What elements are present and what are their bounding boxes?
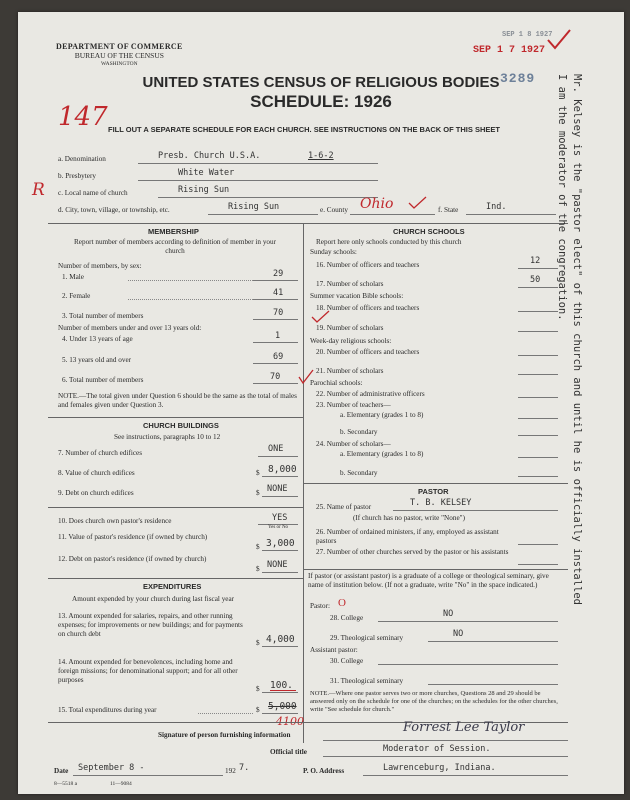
pastor-title: PASTOR [418,487,449,496]
official-title-value: Moderator of Session. [383,744,491,754]
q22-label: 22. Number of administrative officers [316,390,425,398]
q10-label: 10. Does church own pastor's residence [58,517,172,525]
q23b-label: b. Secondary [340,428,378,436]
membership-title: MEMBERSHIP [148,227,199,236]
form-number: 8—5518 a [54,781,78,787]
q13-value: 4,000 [266,634,295,645]
q15-dollar: $ [256,706,260,714]
q11-value: 3,000 [266,538,295,549]
po-address-label: P. O. Address [303,767,345,775]
assistant-pastor-label: Assistant pastor: [310,646,358,654]
signature-label: Signature of person furnishing information [158,731,291,739]
q30-label: 30. College [330,657,364,665]
q17-value: 50 [530,275,541,285]
po-address-value: Lawrenceburg, Indiana. [383,763,496,773]
q14-dollar: $ [256,685,260,693]
q2-label: 2. Female [62,292,91,300]
q8-value: 8,000 [268,464,297,475]
q24a-label: a. Elementary (grades 1 to 8) [340,450,424,458]
members-by-sex-label: Number of members, by sex: [58,262,142,270]
weekday-schools-label: Week-day religious schools: [310,337,392,345]
q9-dollar: $ [256,489,260,497]
presbytery-value: White Water [178,168,235,178]
graduate-note: If pastor (or assistant pastor) is a graduate of a college or theological seminary, give name of institution below. (If not a graduate, write "No" in the space indicated.) [308,572,549,589]
q15-correction: 4100 [276,715,304,728]
faint-date-stamp: SEP 1 8 1927 [502,31,553,39]
q14-label: 14. Amount expended for benevolences, including home and foreign missions; for denominational support; and for all other purposes [58,658,238,684]
buildings-title: CHURCH BUILDINGS [143,421,219,430]
q12-label: 12. Debt on pastor's residence (if owned by church) [58,555,207,563]
date-label: Date [54,767,69,775]
q1-label: 1. Male [62,273,84,281]
department-block [56,42,183,69]
q8-label: 8. Value of church edifices [58,469,135,477]
q5-label: 5. 13 years old and over [62,356,132,364]
q6-label: 6. Total number of members [62,376,144,384]
print-number: 11—9084 [110,781,132,787]
q20-label: 20. Number of officers and teachers [316,348,420,356]
city-label: d. City, town, village, or township, etc. [58,206,170,214]
q27-label: 27. Number of other churches served by the pastor or his assistants [316,548,509,556]
sunday-schools-label: Sunday schools: [310,248,357,256]
q17-label: 17. Number of scholars [316,280,384,288]
q9-value: NONE [267,484,288,494]
q14-value: 100. [270,680,293,691]
q15-value: 5,000 [268,701,297,712]
year-suffix: 7. [239,763,250,773]
pastor-sub-label: Pastor: [310,602,330,610]
q12-dollar: $ [256,565,260,573]
q16-value: 12 [530,256,541,266]
q11-label: 11. Value of pastor's residence (if owned by church) [58,533,208,541]
buildings-sub: See instructions, paragraphs 10 to 12 [114,433,221,441]
form-title: UNITED STATES CENSUS OF RELIGIOUS BODIES [142,74,500,91]
presbytery-label: b. Presbytery [58,172,96,180]
q13-dollar: $ [256,639,260,647]
q12-value: NONE [267,560,288,570]
schools-intro: Report here only schools conducted by this church [316,238,462,246]
q3-label: 3. Total number of members [62,312,144,320]
bureau-name: BUREAU OF THE CENSUS [74,51,164,60]
q24b-label: b. Secondary [340,469,378,477]
q4-value: 1 [275,331,281,341]
denomination-value: Presb. Church U.S.A. [158,151,261,161]
q16-label: 16. Number of officers and teachers [316,261,420,269]
department-name: DEPARTMENT OF COMMERCE [56,42,183,51]
state-value: Ind. [486,202,507,212]
q5-value: 69 [273,352,284,362]
expenditures-title: EXPENDITURES [143,582,202,591]
state-label: f. State [438,206,459,214]
year-prefix: 192 [225,767,236,775]
city-name: WASHINGTON [101,61,138,67]
q18-label: 18. Number of officers and teachers [316,304,420,312]
date-value: September 8 - [78,763,145,773]
q26-label: 26. Number of ordained ministers, if any, employed as assistant pastors [316,528,499,545]
q6-value: 70 [270,372,281,382]
pastor-mark: O [338,597,346,609]
local-name-value: Rising Sun [178,185,230,195]
side-note [554,74,584,674]
q21-label: 21. Number of scholars [316,367,384,375]
q28-label: 28. College [330,614,364,622]
q25-value: T. B. KELSEY [410,498,472,508]
parochial-schools-label: Parochial schools: [310,379,363,387]
q7-label: 7. Number of church edifices [58,449,143,457]
summer-schools-label: Summer vacation Bible schools: [310,292,404,300]
schools-title: CHURCH SCHOOLS [393,227,465,236]
side-note-line-1: Mr. Kelsey is the "pastor elect" of this church and until he is officially installed [571,74,583,606]
q10-value: YES [272,513,288,523]
q28-value: NO [443,609,454,619]
side-note-line-2: I am the moderator of the congregation. [556,74,568,321]
q29-label: 29. Theological seminary [330,634,404,642]
q23a-label: a. Elementary (grades 1 to 8) [340,411,424,419]
denomination-code: 1-6-2 [308,151,334,161]
county-check-icon [408,196,428,210]
q29-value: NO [453,629,464,639]
q3-value: 70 [273,308,284,318]
schedule-title: SCHEDULE: 1926 [250,92,392,111]
q4-label: 4. Under 13 years of age [62,335,133,343]
membership-note: NOTE.—The total given under Question 6 should be the same as the total of males and females given under Question 3. [58,392,297,409]
q1-value: 29 [273,269,284,279]
q24-label: 24. Number of scholars— [316,440,391,448]
received-date-stamp: SEP 1 7 1927 [473,45,546,56]
q23-label: 23. Number of teachers— [316,401,391,409]
q9-label: 9. Debt on church edifices [58,489,134,497]
local-name-label: c. Local name of church [58,189,128,197]
q7-value: ONE [268,444,284,454]
expenditures-sub: Amount expended by your church during last fiscal year [72,595,235,603]
census-schedule-sheet [18,12,624,794]
signature: Forrest Lee Taylor [403,720,525,735]
membership-intro: Report number of members according to definition of member in your church [74,238,276,255]
county-value: Ohio [360,196,394,212]
denomination-label: a. Denomination [58,155,106,163]
city-value: Rising Sun [228,202,280,212]
official-title-label: Official title [270,748,307,756]
q31-label: 31. Theological seminary [330,677,404,685]
pastor-note: NOTE.—Where one pastor serves two or more churches, Questions 28 and 29 should be answered only on the schedule for one of the churches; on the schedules for the other churches, write "See schedule for church." [310,690,558,713]
q25-label: 25. Name of pastor [316,503,372,511]
q11-dollar: $ [256,543,260,551]
yes-no-hint: Yes or No [268,525,289,530]
instruction-line: FILL OUT A SEPARATE SCHEDULE FOR EACH CHURCH. SEE INSTRUCTIONS ON THE BACK OF THIS SHEET [108,125,500,134]
age-header: Number of members under and over 13 years old: [58,324,202,332]
county-label: e. County [320,206,348,214]
q19-label: 19. Number of scholars [316,324,384,332]
check-mark-icon [546,28,572,52]
q8-dollar: $ [256,469,260,477]
q15-label: 15. Total expenditures during year [58,706,157,714]
handwritten-r-mark: R [32,180,45,200]
schedule-number-stamp: 3289 [500,71,536,86]
handwritten-number: 147 [58,102,108,132]
q13-label: 13. Amount expended for salaries, repairs, and other running expenses; for improvements or new buildings; and for payments on church debt [58,612,243,638]
q25-note: (If church has no pastor, write "None") [353,514,465,522]
q2-value: 41 [273,288,284,298]
